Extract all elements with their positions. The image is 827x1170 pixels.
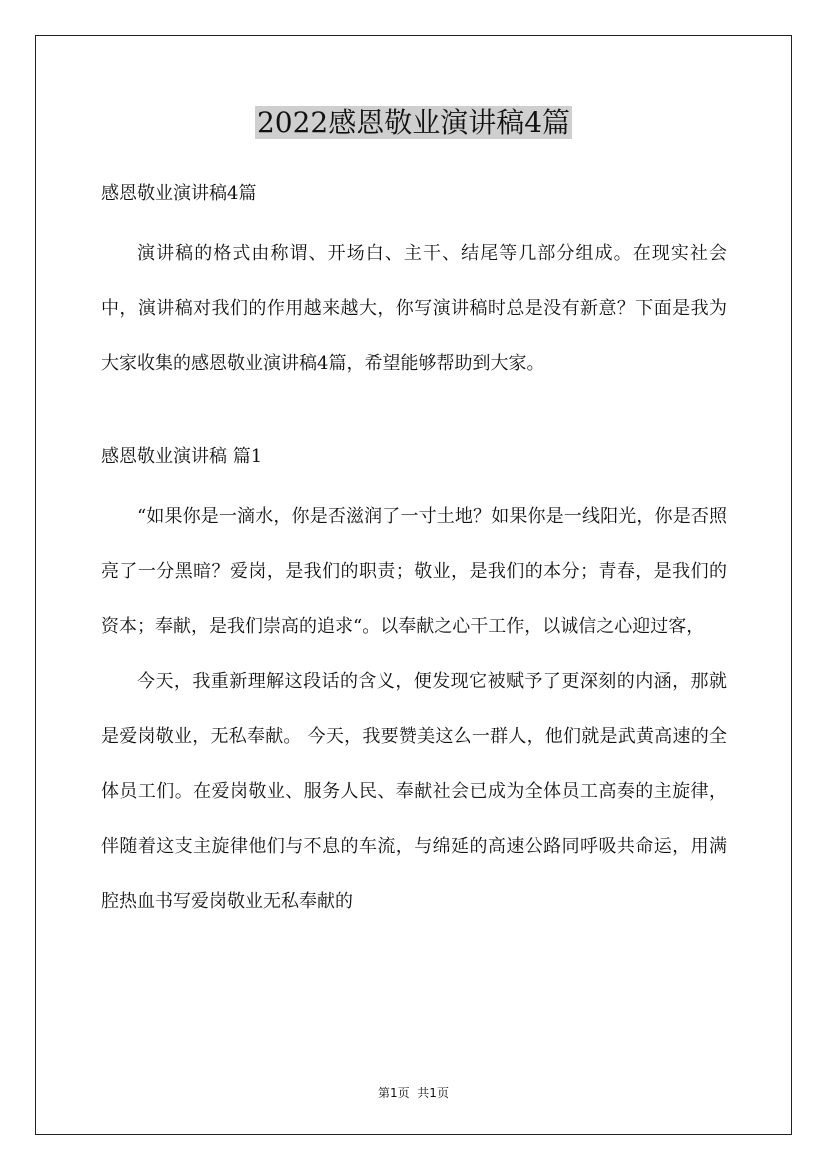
document-title-text: 2022感恩敬业演讲稿4篇 — [256, 106, 571, 139]
section-1-paragraph-2: 今天，我重新理解这段话的含义，便发现它被赋予了更深刻的内涵，那就是爱岗敬业，无私奉献。 今天，我要赞美这么一群人，他们就是武黄高速的全体员工们。在爱岗敬业、服务人民、奉献社会已成为全体员工高奏的主旋律，伴随着这支主旋律他们与不息的车流，与绵延的高速公路同呼吸共命运，用满腔热血书写爱岗敬业无私奉献的 — [101, 671, 727, 912]
document-subtitle: 感恩敬业演讲稿4篇 — [101, 183, 257, 204]
section-1-paragraph-1: “如果你是一滴水，你是否滋润了一寸土地？如果你是一线阳光，你是否照亮了一分黑暗？爱岗，是我们的职责；敬业，是我们的本分；青春，是我们的资本；奉献，是我们崇高的追求“。以奉献之心干工作，以诚信之心迎过客， — [101, 506, 727, 637]
page-footer: 第1页 共1页 — [378, 1086, 449, 1100]
intro-paragraph: 演讲稿的格式由称谓、开场白、主干、结尾等几部分组成。在现实社会中，演讲稿对我们的作用越来越大，你写演讲稿时总是没有新意？下面是我为大家收集的感恩敬业演讲稿4篇，希望能够帮助到大家。 — [101, 243, 727, 374]
document-body — [101, 176, 727, 929]
section-spacer — [101, 391, 727, 439]
section-1-heading: 感恩敬业演讲稿 篇1 — [101, 446, 263, 467]
document-title — [0, 103, 827, 143]
